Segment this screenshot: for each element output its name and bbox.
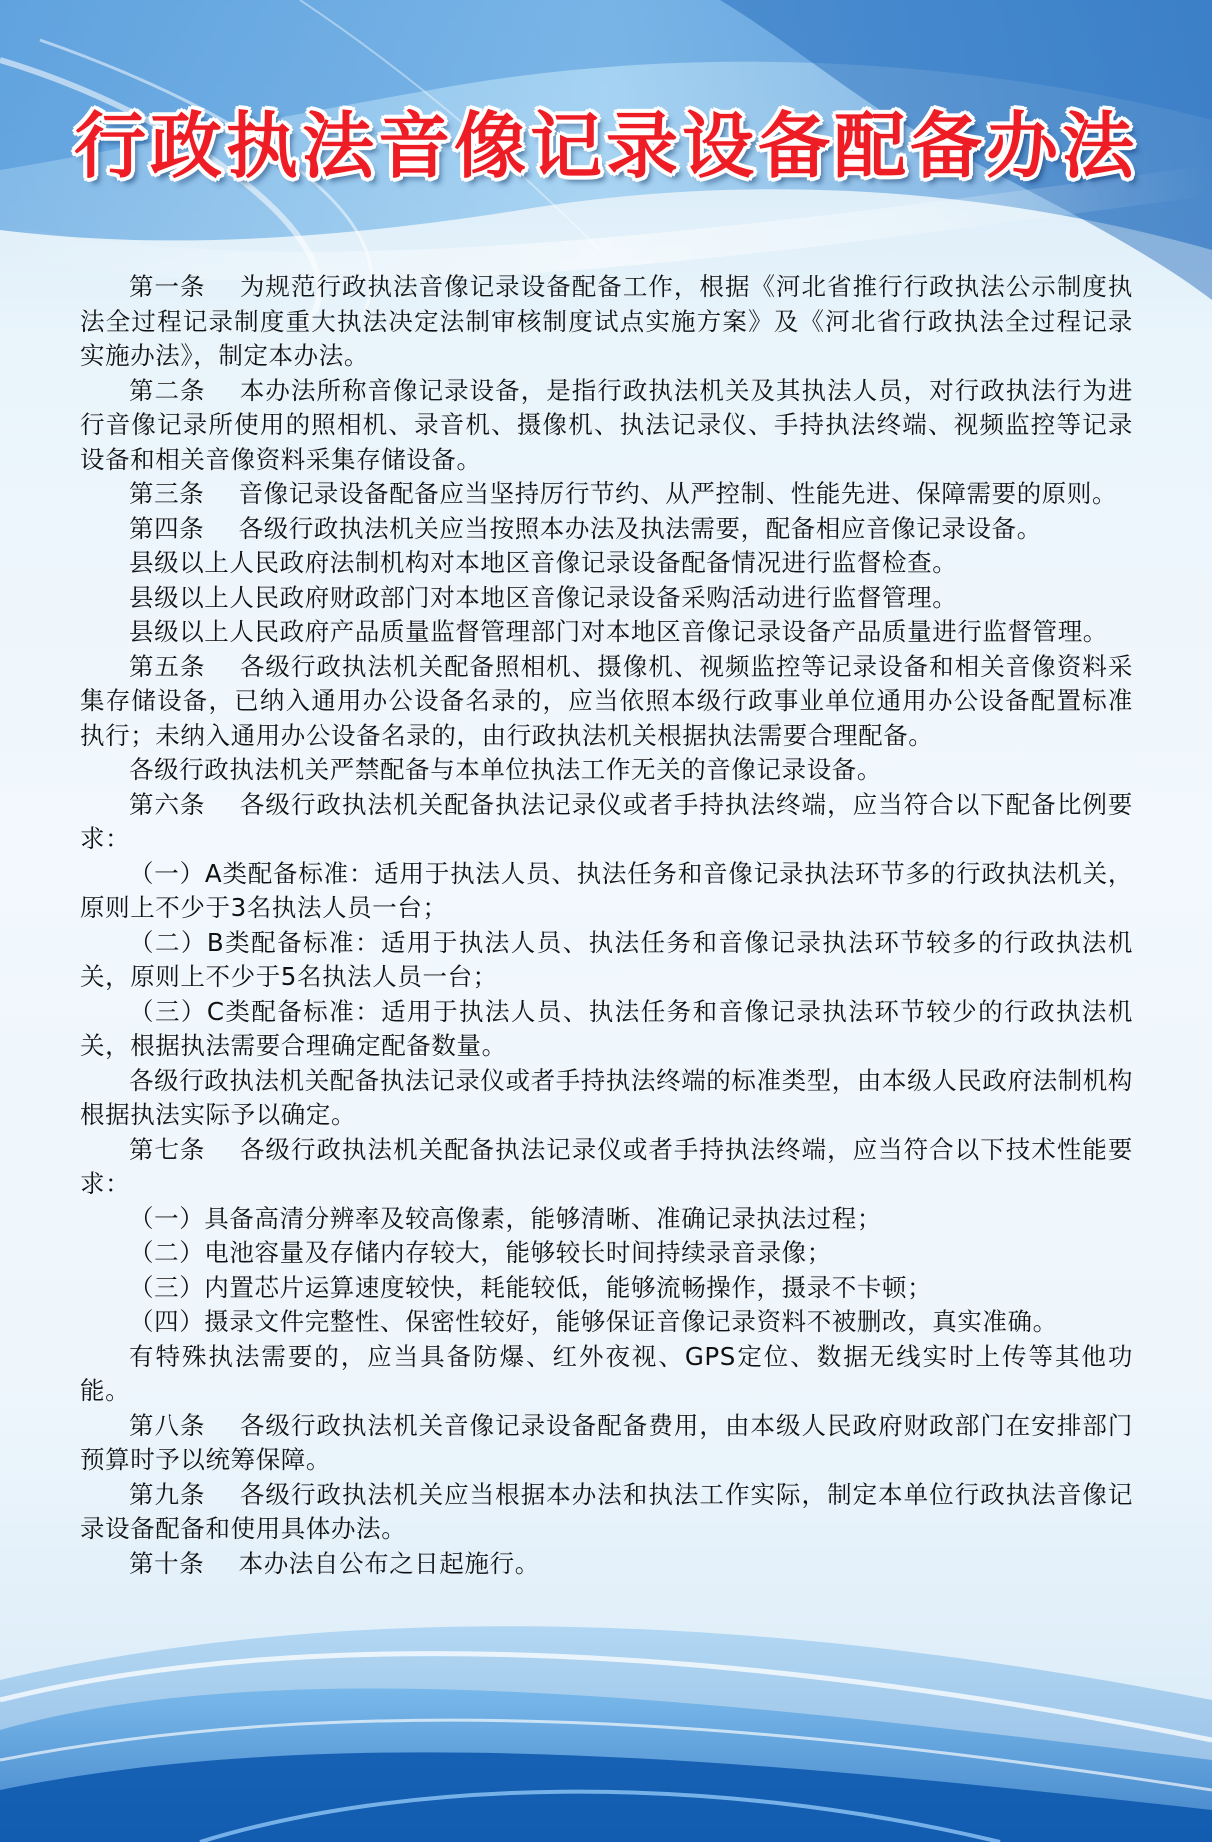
page-title: 行政执法音像记录设备配备办法 — [73, 104, 1138, 188]
article-text: 各级行政执法机关配备执法记录仪或者手持执法终端的标准类型，由本级人民政府法制机构根据执法实际予以确定。 — [80, 1065, 1133, 1129]
article-number: 第八条 — [129, 1410, 206, 1440]
article-paragraph — [80, 1409, 1133, 1478]
article-paragraph — [80, 1305, 1133, 1340]
article-number: 第十条 — [129, 1548, 205, 1578]
article-paragraph — [80, 753, 1133, 788]
article-text: （二）B类配备标准：适用于执法人员、执法任务和音像记录执法环节较多的行政执法机关，原则上不少于5名执法人员一台； — [80, 927, 1133, 991]
article-number: 第三条 — [129, 479, 205, 508]
article-paragraph — [80, 650, 1133, 754]
article-paragraph — [80, 857, 1133, 926]
article-paragraph — [80, 926, 1133, 995]
article-paragraph — [80, 477, 1133, 512]
article-text: （四）摄录文件完整性、保密性较好，能够保证音像记录资料不被删改，真实准确。 — [129, 1307, 1058, 1336]
article-text: 有特殊执法需要的，应当具备防爆、红外夜视、GPS定位、数据无线实时上传等其他功能。 — [80, 1341, 1133, 1405]
article-paragraph — [80, 1271, 1133, 1306]
article-number: 第一条 — [129, 272, 206, 301]
article-paragraph — [80, 788, 1133, 857]
article-paragraph — [80, 581, 1133, 616]
article-text: （二）电池容量及存储内存较大，能够较长时间持续录音录像； — [129, 1238, 832, 1267]
article-paragraph — [80, 1340, 1133, 1409]
article-text: 为规范行政执法音像记录设备配备工作，根据《河北省推行行政执法公示制度执法全过程记录制度重大执法决定法制审核制度试点实施方案》及《河北省行政执法全过程记录实施办法》，制定本办法。 — [80, 272, 1133, 370]
article-paragraph — [80, 1478, 1133, 1547]
article-text: 各级行政执法机关音像记录设备配备费用，由本级人民政府财政部门在安排部门预算时予以统筹保障。 — [80, 1410, 1133, 1474]
article-number: 第四条 — [129, 513, 205, 543]
article-number: 第二条 — [129, 375, 206, 405]
article-number: 第九条 — [129, 1479, 206, 1509]
article-paragraph — [80, 1202, 1133, 1237]
article-paragraph — [80, 1133, 1133, 1202]
article-text: 县级以上人民政府产品质量监督管理部门对本地区音像记录设备产品质量进行监督管理。 — [129, 617, 1108, 646]
article-text: 本办法自公布之日起施行。 — [238, 1548, 540, 1578]
article-paragraph — [80, 995, 1133, 1064]
article-text: 各级行政执法机关应当按照本办法及执法需要，配备相应音像记录设备。 — [238, 513, 1042, 543]
article-paragraph — [80, 1064, 1133, 1133]
article-text: 各级行政执法机关配备执法记录仪或者手持执法终端，应当符合以下配备比例要求： — [80, 789, 1133, 853]
article-number: 第五条 — [129, 651, 206, 681]
article-text: 各级行政执法机关配备执法记录仪或者手持执法终端，应当符合以下技术性能要求： — [80, 1134, 1133, 1198]
article-text: 各级行政执法机关应当根据本办法和执法工作实际，制定本单位行政执法音像记录设备配备和使用具体办法。 — [80, 1479, 1133, 1543]
article-paragraph — [80, 270, 1133, 374]
article-paragraph — [80, 615, 1133, 650]
article-text: （一）具备高清分辨率及较高像素，能够清晰、准确记录执法过程； — [129, 1203, 882, 1233]
article-number: 第七条 — [129, 1134, 206, 1164]
article-paragraph — [80, 546, 1133, 581]
article-text: 本办法所称音像记录设备，是指行政执法机关及其执法人员，对行政执法行为进行音像记录所使用的照相机、录音机、摄像机、执法记录仪、手持执法终端、视频监控等记录设备和相关音像资料采集存储设备。 — [80, 375, 1133, 474]
regulation-body — [80, 270, 1133, 1581]
article-paragraph — [80, 512, 1133, 547]
article-text: （一）A类配备标准：适用于执法人员、执法任务和音像记录执法环节多的行政执法机关，原则上不少于3名执法人员一台； — [80, 858, 1133, 922]
article-text: （三）内置芯片运算速度较快，耗能较低，能够流畅操作，摄录不卡顿； — [129, 1272, 933, 1302]
article-number: 第六条 — [129, 789, 206, 819]
article-text: 各级行政执法机关配备照相机、摄像机、视频监控等记录设备和相关音像资料采集存储设备，已纳入通用办公设备名录的，应当依照本级行政事业单位通用办公设备配置标准执行；未纳入通用办公设备名录的，由行政执法机关根据执法需要合理配备。 — [80, 651, 1133, 750]
article-text: 县级以上人民政府法制机构对本地区音像记录设备配备情况进行监督检查。 — [129, 548, 958, 577]
article-paragraph — [80, 1236, 1133, 1271]
article-text: （三）C类配备标准：适用于执法人员、执法任务和音像记录执法环节较少的行政执法机关，根据执法需要合理确定配备数量。 — [80, 996, 1133, 1060]
article-text: 各级行政执法机关严禁配备与本单位执法工作无关的音像记录设备。 — [129, 755, 882, 784]
article-text: 县级以上人民政府财政部门对本地区音像记录设备采购活动进行监督管理。 — [129, 582, 958, 612]
article-paragraph — [80, 374, 1133, 478]
article-text: 音像记录设备配备应当坚持厉行节约、从严控制、性能先进、保障需要的原则。 — [238, 479, 1118, 508]
article-paragraph — [80, 1547, 1133, 1582]
